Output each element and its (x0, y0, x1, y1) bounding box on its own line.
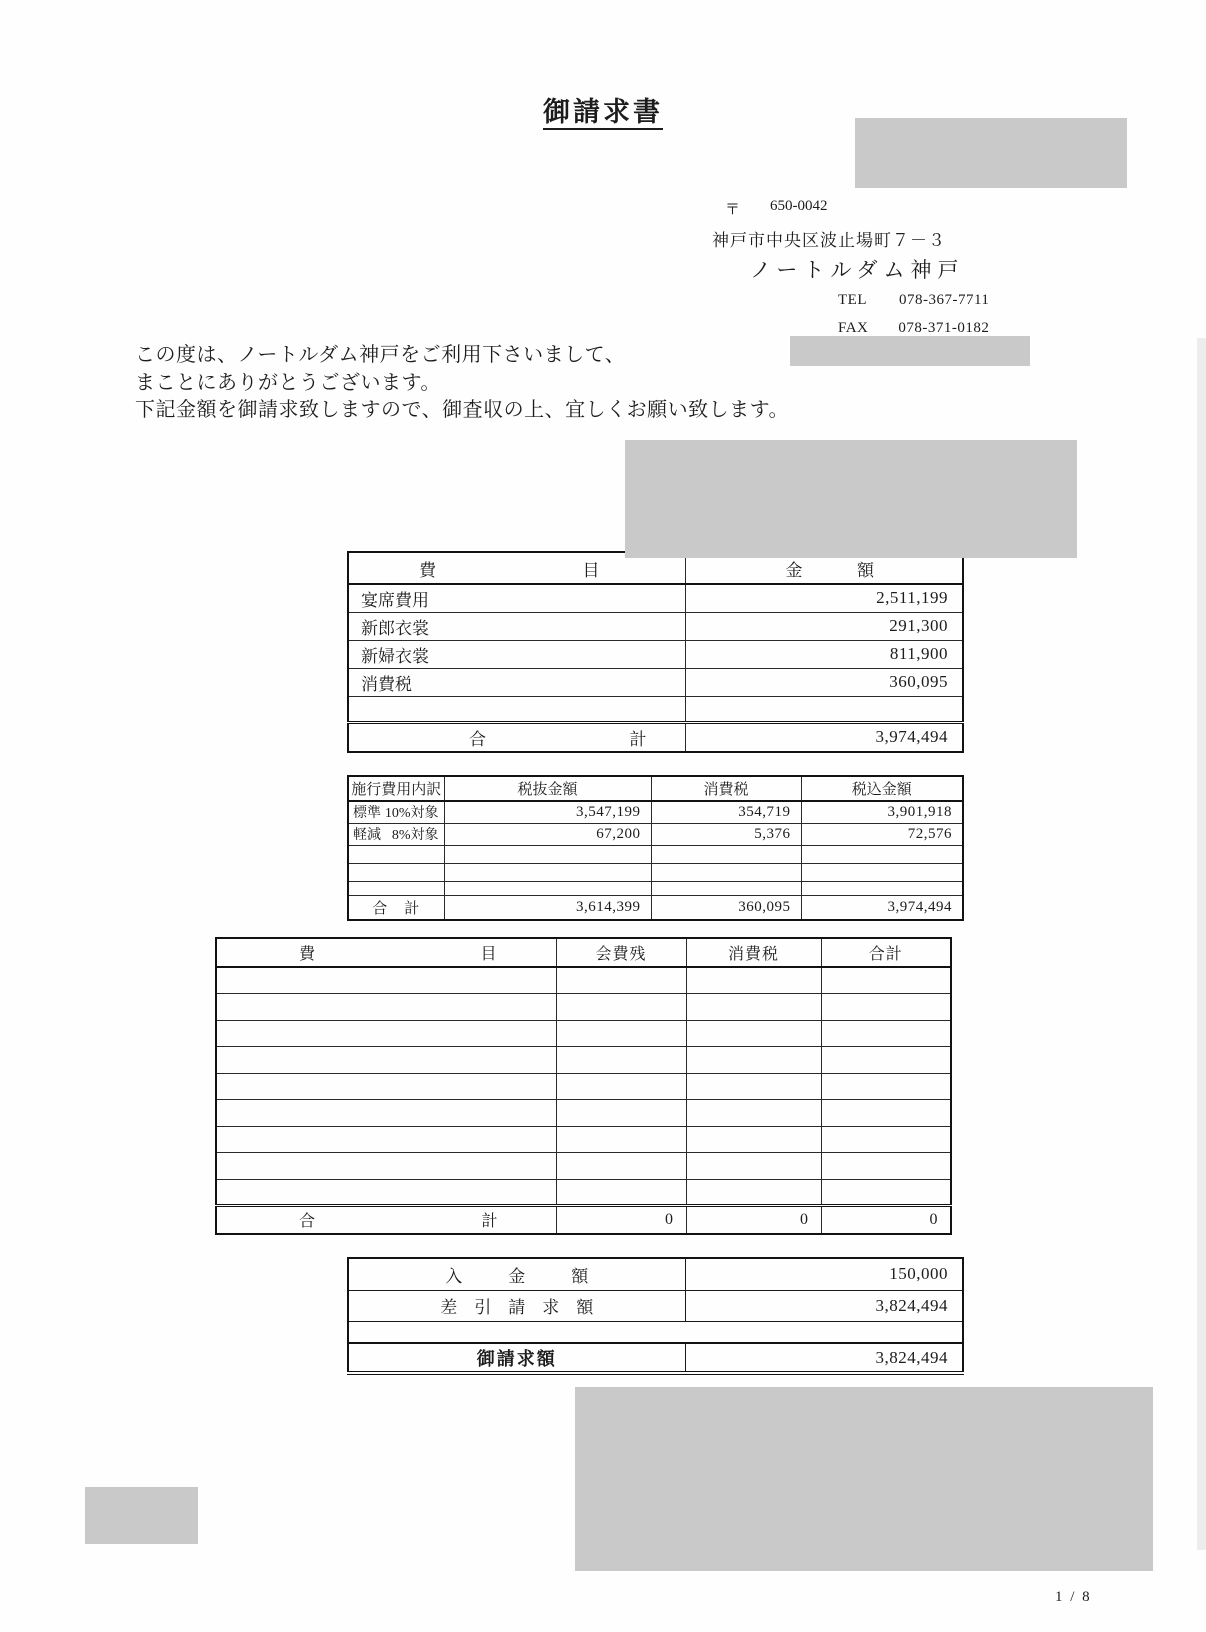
tax-rate: 8%対象 (391, 828, 439, 843)
total-amount-cell: 3,974,494 (685, 722, 963, 752)
charges-total-row (348, 722, 963, 752)
header-amount-right: 額 (857, 560, 874, 580)
empty-cell (348, 696, 685, 722)
total-label-right: 計 (629, 729, 647, 749)
empty-cell (556, 1179, 686, 1206)
sender-name: ノートルダム神戸 (750, 258, 965, 282)
tax-category: 標準 (353, 806, 381, 822)
tax-header-tax: 消費税 (651, 776, 801, 801)
greeting-line-1: この度は、ノートルダム神戸をご利用下さいまして、 (135, 344, 626, 366)
empty-cell (216, 1126, 556, 1153)
empty-cell (686, 1179, 821, 1206)
fee-header-item (216, 938, 556, 967)
item-cell: 新郎衣裳 (348, 612, 685, 640)
empty-cell (801, 863, 963, 881)
fee-empty-row (216, 1179, 951, 1206)
fee-empty-row (216, 1047, 951, 1074)
redaction-box-bottom-left (85, 1487, 198, 1544)
page-number: 1 / 8 (1055, 1589, 1092, 1605)
tel-label: TEL (838, 292, 867, 308)
item-cell: 宴席費用 (348, 584, 685, 612)
empty-cell (556, 1100, 686, 1127)
empty-cell (348, 845, 444, 863)
postal-mark: 〒 (725, 202, 741, 218)
billed-amount-row (348, 1343, 963, 1373)
total-label-left: 合 (469, 729, 486, 749)
empty-cell (348, 1321, 963, 1343)
empty-cell (216, 1047, 556, 1074)
item-cell: 消費税 (348, 668, 685, 696)
empty-cell (216, 1179, 556, 1206)
tax-total-included: 3,974,494 (801, 895, 963, 920)
empty-cell (444, 863, 651, 881)
fee-empty-row (216, 1020, 951, 1047)
payment-spacer-row (348, 1321, 963, 1343)
empty-cell (216, 994, 556, 1021)
empty-cell (821, 1100, 951, 1127)
empty-cell (651, 845, 801, 863)
empty-cell (556, 1126, 686, 1153)
header-amount-left: 金 (785, 560, 803, 580)
empty-cell (556, 994, 686, 1021)
tax-amount-cell: 5,376 (651, 823, 801, 845)
sender-fax-row (838, 320, 989, 337)
tax-header-breakdown: 施行費用内訳 (348, 776, 444, 801)
fee-table (215, 937, 952, 1235)
tax-empty-row (348, 845, 963, 863)
sender-address: 神戸市中央区波止場町７－３ (712, 231, 946, 250)
fee-total-label-right: 計 (481, 1213, 498, 1231)
tel-number: 078-367-7711 (899, 292, 990, 308)
empty-cell (801, 845, 963, 863)
charges-table (347, 551, 964, 753)
amount-cell: 291,300 (685, 612, 963, 640)
scan-edge-shading (1197, 338, 1206, 1550)
tax-included-cell: 72,576 (801, 823, 963, 845)
empty-cell (444, 845, 651, 863)
tax-total-row (348, 895, 963, 920)
item-cell: 新婦衣裳 (348, 640, 685, 668)
tax-included-cell: 3,901,918 (801, 801, 963, 823)
sender-postal-row (725, 198, 828, 219)
empty-cell (556, 1073, 686, 1100)
tax-category-cell (348, 823, 444, 845)
fee-empty-row (216, 1126, 951, 1153)
redaction-box-top-right (855, 118, 1127, 188)
fee-empty-row (216, 1073, 951, 1100)
fee-header-membership: 会費残 (556, 938, 686, 967)
fee-empty-row (216, 1153, 951, 1180)
empty-cell (444, 881, 651, 895)
redaction-box-under-fax (790, 336, 1030, 366)
fee-total-total: 0 (821, 1206, 951, 1234)
fax-label: FAX (838, 320, 869, 336)
deposit-amount: 150,000 (685, 1258, 963, 1290)
greeting-text (135, 342, 789, 425)
total-label-cell (348, 722, 685, 752)
charges-row (348, 640, 963, 668)
fax-number: 078-371-0182 (898, 320, 990, 336)
tax-amount-cell: 354,719 (651, 801, 801, 823)
billed-amount-label: 御請求額 (348, 1343, 685, 1373)
tax-excluded-cell: 67,200 (444, 823, 651, 845)
empty-cell (216, 967, 556, 994)
empty-cell (216, 1073, 556, 1100)
empty-cell (348, 863, 444, 881)
charges-row (348, 584, 963, 612)
tax-row-reduced (348, 823, 963, 845)
fee-empty-row (216, 1100, 951, 1127)
empty-cell (821, 1179, 951, 1206)
redaction-box-bottom (575, 1387, 1153, 1571)
tax-total-label: 合 計 (348, 895, 444, 920)
empty-cell (685, 696, 963, 722)
empty-cell (686, 1047, 821, 1074)
empty-cell (686, 1020, 821, 1047)
empty-cell (821, 1020, 951, 1047)
amount-cell: 360,095 (685, 668, 963, 696)
empty-cell (651, 881, 801, 895)
amount-cell: 811,900 (685, 640, 963, 668)
empty-cell (686, 1073, 821, 1100)
empty-cell (686, 1126, 821, 1153)
fee-header-row (216, 938, 951, 967)
balance-due-label: 差引請求額 (348, 1290, 685, 1321)
redaction-box-middle (625, 440, 1077, 558)
tax-empty-row (348, 881, 963, 895)
fee-total-row (216, 1206, 951, 1234)
greeting-line-2: まことにありがとうございます。 (135, 371, 441, 394)
tax-total-tax: 360,095 (651, 895, 801, 920)
fee-total-label-cell (216, 1206, 556, 1234)
tax-rate: 10%対象 (384, 806, 439, 822)
tax-category: 軽減 (353, 828, 381, 843)
fee-empty-row (216, 967, 951, 994)
empty-cell (801, 881, 963, 895)
tax-empty-row (348, 863, 963, 881)
page-title: 御請求書 (543, 97, 663, 127)
empty-cell (686, 1153, 821, 1180)
deposit-row (348, 1258, 963, 1290)
empty-cell (821, 994, 951, 1021)
tax-header-row (348, 776, 963, 801)
tax-excluded-cell: 3,547,199 (444, 801, 651, 823)
empty-cell (821, 967, 951, 994)
empty-cell (556, 1047, 686, 1074)
empty-cell (651, 863, 801, 881)
empty-cell (821, 1047, 951, 1074)
amount-cell: 2,511,199 (685, 584, 963, 612)
empty-cell (216, 1153, 556, 1180)
charges-row (348, 612, 963, 640)
fee-header-total: 合計 (821, 938, 951, 967)
empty-cell (821, 1073, 951, 1100)
balance-due-row (348, 1290, 963, 1321)
postal-code: 650-0042 (770, 198, 828, 214)
empty-cell (348, 881, 444, 895)
empty-cell (686, 1100, 821, 1127)
greeting-line-3: 下記金額を御請求致しますので、御査収の上、宜しくお願い致します。 (135, 399, 789, 421)
tax-breakdown-table (347, 775, 964, 921)
sender-tel-row (838, 292, 989, 309)
header-item-left: 費 (419, 560, 436, 580)
charges-empty-row (348, 696, 963, 722)
fee-header-item-left: 費 (299, 946, 317, 963)
balance-due-amount: 3,824,494 (685, 1290, 963, 1321)
fee-total-membership: 0 (556, 1206, 686, 1234)
empty-cell (556, 967, 686, 994)
fee-header-item-right: 目 (480, 946, 498, 963)
charges-row (348, 668, 963, 696)
fee-total-tax: 0 (686, 1206, 821, 1234)
empty-cell (821, 1153, 951, 1180)
empty-cell (686, 994, 821, 1021)
tax-header-excluded: 税抜金額 (444, 776, 651, 801)
empty-cell (216, 1020, 556, 1047)
billed-amount-value: 3,824,494 (685, 1343, 963, 1373)
tax-category-cell (348, 801, 444, 823)
fee-header-tax: 消費税 (686, 938, 821, 967)
empty-cell (216, 1100, 556, 1127)
tax-total-excluded: 3,614,399 (444, 895, 651, 920)
header-item-right: 目 (582, 560, 600, 580)
payment-table (347, 1257, 964, 1375)
fee-total-label-left: 合 (299, 1213, 316, 1231)
empty-cell (556, 1153, 686, 1180)
empty-cell (686, 967, 821, 994)
empty-cell (821, 1126, 951, 1153)
tax-header-included: 税込金額 (801, 776, 963, 801)
tax-row-standard (348, 801, 963, 823)
fee-empty-row (216, 994, 951, 1021)
deposit-label: 入金額 (348, 1258, 685, 1290)
empty-cell (556, 1020, 686, 1047)
